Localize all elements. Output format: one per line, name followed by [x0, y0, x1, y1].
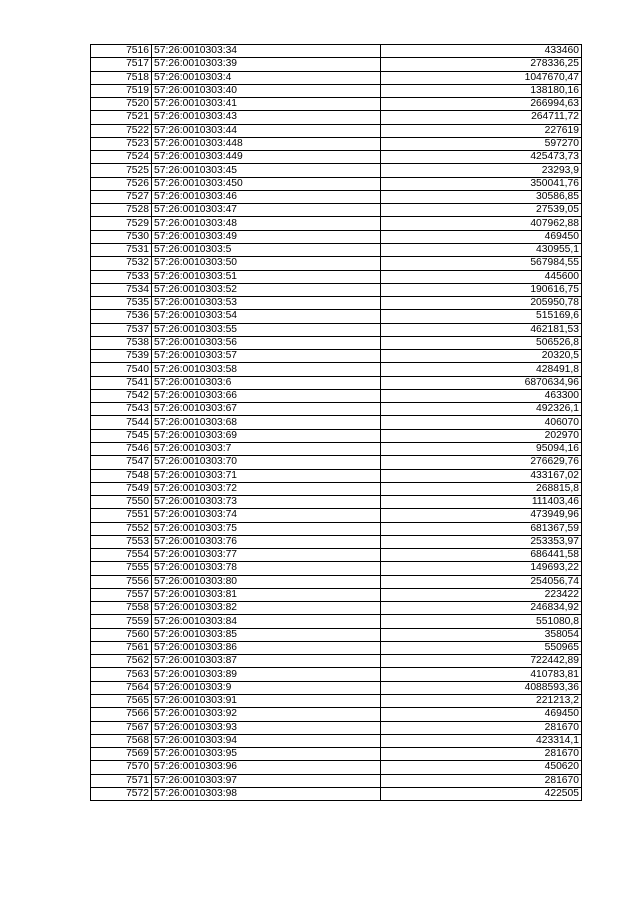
cadastral-number-cell: 57:26:0010303:47 [152, 204, 381, 217]
cadastral-value-cell: 469450 [381, 230, 582, 243]
table-row [91, 681, 582, 694]
cadastral-value-cell: 138180,16 [381, 84, 582, 97]
table-row [91, 774, 582, 787]
cadastral-number-cell: 57:26:0010303:81 [152, 588, 381, 601]
row-number-cell: 7520 [91, 98, 152, 111]
cadastral-value-cell: 266994,63 [381, 98, 582, 111]
table-row [91, 442, 582, 455]
table-row [91, 363, 582, 376]
cadastral-value-cell: 281670 [381, 774, 582, 787]
cadastral-value-cell: 492326,1 [381, 403, 582, 416]
table-row [91, 217, 582, 230]
cadastral-number-cell: 57:26:0010303:77 [152, 549, 381, 562]
cadastral-number-cell: 57:26:0010303:40 [152, 84, 381, 97]
cadastral-number-cell: 57:26:0010303:55 [152, 323, 381, 336]
table-row [91, 389, 582, 402]
table-row [91, 416, 582, 429]
table-row [91, 58, 582, 71]
cadastral-number-cell: 57:26:0010303:50 [152, 257, 381, 270]
cadastral-value-cell: 111403,46 [381, 496, 582, 509]
cadastral-value-cell: 722442,89 [381, 655, 582, 668]
table-row [91, 456, 582, 469]
cadastral-value-cell: 551080,8 [381, 615, 582, 628]
cadastral-value-cell: 445600 [381, 270, 582, 283]
cadastral-number-cell: 57:26:0010303:68 [152, 416, 381, 429]
cadastral-number-cell: 57:26:0010303:74 [152, 509, 381, 522]
row-number-cell: 7525 [91, 164, 152, 177]
cadastral-value-cell: 264711,72 [381, 111, 582, 124]
cadastral-number-cell: 57:26:0010303:82 [152, 602, 381, 615]
cadastral-number-cell: 57:26:0010303:450 [152, 177, 381, 190]
cadastral-value-cell: 95094,16 [381, 442, 582, 455]
row-number-cell: 7561 [91, 641, 152, 654]
table-row [91, 575, 582, 588]
row-number-cell: 7519 [91, 84, 152, 97]
table-row [91, 230, 582, 243]
cadastral-number-cell: 57:26:0010303:86 [152, 641, 381, 654]
cadastral-number-cell: 57:26:0010303:84 [152, 615, 381, 628]
row-number-cell: 7538 [91, 336, 152, 349]
row-number-cell: 7516 [91, 45, 152, 58]
cadastral-number-cell: 57:26:0010303:97 [152, 774, 381, 787]
table-row [91, 721, 582, 734]
table-row [91, 376, 582, 389]
cadastral-value-cell: 410783,81 [381, 668, 582, 681]
cadastral-value-cell: 268815,8 [381, 482, 582, 495]
cadastral-value-cell: 425473,73 [381, 151, 582, 164]
cadastral-value-cell: 433460 [381, 45, 582, 58]
cadastral-value-cell: 254056,74 [381, 575, 582, 588]
row-number-cell: 7521 [91, 111, 152, 124]
cadastral-value-cell: 30586,85 [381, 190, 582, 203]
cadastral-value-cell: 433167,02 [381, 469, 582, 482]
row-number-cell: 7543 [91, 403, 152, 416]
table-row [91, 270, 582, 283]
row-number-cell: 7527 [91, 190, 152, 203]
table-row [91, 204, 582, 217]
cadastral-value-cell: 223422 [381, 588, 582, 601]
cadastral-number-cell: 57:26:0010303:85 [152, 628, 381, 641]
cadastral-number-cell: 57:26:0010303:448 [152, 137, 381, 150]
cadastral-value-cell: 428491,8 [381, 363, 582, 376]
row-number-cell: 7555 [91, 562, 152, 575]
row-number-cell: 7553 [91, 535, 152, 548]
cadastral-number-cell: 57:26:0010303:34 [152, 45, 381, 58]
table-row [91, 98, 582, 111]
table-row [91, 695, 582, 708]
cadastral-value-cell: 227619 [381, 124, 582, 137]
cadastral-number-cell: 57:26:0010303:89 [152, 668, 381, 681]
table-row [91, 403, 582, 416]
row-number-cell: 7529 [91, 217, 152, 230]
cadastral-number-cell: 57:26:0010303:48 [152, 217, 381, 230]
row-number-cell: 7566 [91, 708, 152, 721]
row-number-cell: 7541 [91, 376, 152, 389]
table-row [91, 588, 582, 601]
cadastral-number-cell: 57:26:0010303:80 [152, 575, 381, 588]
cadastral-value-cell: 202970 [381, 429, 582, 442]
table-row [91, 655, 582, 668]
row-number-cell: 7549 [91, 482, 152, 495]
row-number-cell: 7540 [91, 363, 152, 376]
row-number-cell: 7556 [91, 575, 152, 588]
row-number-cell: 7572 [91, 787, 152, 800]
row-number-cell: 7518 [91, 71, 152, 84]
cadastral-number-cell: 57:26:0010303:46 [152, 190, 381, 203]
table-row [91, 748, 582, 761]
cadastral-value-cell: 190616,75 [381, 283, 582, 296]
cadastral-number-cell: 57:26:0010303:43 [152, 111, 381, 124]
cadastral-number-cell: 57:26:0010303:93 [152, 721, 381, 734]
row-number-cell: 7563 [91, 668, 152, 681]
table-row [91, 164, 582, 177]
table-row [91, 761, 582, 774]
table-row [91, 177, 582, 190]
cadastral-value-cell: 278336,25 [381, 58, 582, 71]
row-number-cell: 7523 [91, 137, 152, 150]
table-row [91, 482, 582, 495]
cadastral-value-cell: 4088593,36 [381, 681, 582, 694]
cadastral-number-cell: 57:26:0010303:4 [152, 71, 381, 84]
cadastral-number-cell: 57:26:0010303:69 [152, 429, 381, 442]
cadastral-number-cell: 57:26:0010303:72 [152, 482, 381, 495]
cadastral-value-cell: 406070 [381, 416, 582, 429]
row-number-cell: 7570 [91, 761, 152, 774]
row-number-cell: 7536 [91, 310, 152, 323]
cadastral-number-cell: 57:26:0010303:67 [152, 403, 381, 416]
cadastral-number-cell: 57:26:0010303:49 [152, 230, 381, 243]
cadastral-number-cell: 57:26:0010303:78 [152, 562, 381, 575]
row-number-cell: 7524 [91, 151, 152, 164]
row-number-cell: 7533 [91, 270, 152, 283]
cadastral-number-cell: 57:26:0010303:95 [152, 748, 381, 761]
table-row [91, 787, 582, 800]
cadastral-number-cell: 57:26:0010303:53 [152, 297, 381, 310]
row-number-cell: 7564 [91, 681, 152, 694]
cadastral-number-cell: 57:26:0010303:76 [152, 535, 381, 548]
row-number-cell: 7522 [91, 124, 152, 137]
table-row [91, 522, 582, 535]
table-row [91, 310, 582, 323]
row-number-cell: 7539 [91, 350, 152, 363]
cadastral-value-cell: 597270 [381, 137, 582, 150]
cadastral-value-cell: 281670 [381, 721, 582, 734]
table-row [91, 734, 582, 747]
row-number-cell: 7565 [91, 695, 152, 708]
table-row [91, 71, 582, 84]
cadastral-value-cell: 1047670,47 [381, 71, 582, 84]
row-number-cell: 7517 [91, 58, 152, 71]
cadastral-value-cell: 463300 [381, 389, 582, 402]
table-row [91, 350, 582, 363]
cadastral-number-cell: 57:26:0010303:66 [152, 389, 381, 402]
cadastral-value-cell: 473949,96 [381, 509, 582, 522]
cadastral-number-cell: 57:26:0010303:449 [152, 151, 381, 164]
table-row [91, 628, 582, 641]
table-row [91, 190, 582, 203]
table-row [91, 549, 582, 562]
row-number-cell: 7542 [91, 389, 152, 402]
row-number-cell: 7535 [91, 297, 152, 310]
cadastral-value-cell: 205950,78 [381, 297, 582, 310]
cadastral-value-cell: 358054 [381, 628, 582, 641]
row-number-cell: 7560 [91, 628, 152, 641]
cadastral-number-cell: 57:26:0010303:96 [152, 761, 381, 774]
table-body [91, 45, 582, 801]
row-number-cell: 7569 [91, 748, 152, 761]
cadastral-value-cell: 20320,5 [381, 350, 582, 363]
cadastral-value-cell: 350041,76 [381, 177, 582, 190]
row-number-cell: 7568 [91, 734, 152, 747]
row-number-cell: 7545 [91, 429, 152, 442]
cadastral-value-cell: 681367,59 [381, 522, 582, 535]
cadastral-value-cell: 246834,92 [381, 602, 582, 615]
table-row [91, 429, 582, 442]
row-number-cell: 7550 [91, 496, 152, 509]
cadastral-number-cell: 57:26:0010303:56 [152, 336, 381, 349]
cadastral-number-cell: 57:26:0010303:54 [152, 310, 381, 323]
table-row [91, 283, 582, 296]
cadastral-number-cell: 57:26:0010303:7 [152, 442, 381, 455]
cadastral-value-cell: 506526,8 [381, 336, 582, 349]
cadastral-number-cell: 57:26:0010303:75 [152, 522, 381, 535]
table-row [91, 509, 582, 522]
table-row [91, 708, 582, 721]
cadastral-number-cell: 57:26:0010303:91 [152, 695, 381, 708]
row-number-cell: 7532 [91, 257, 152, 270]
cadastral-value-cell: 450620 [381, 761, 582, 774]
cadastral-number-cell: 57:26:0010303:70 [152, 456, 381, 469]
cadastral-number-cell: 57:26:0010303:41 [152, 98, 381, 111]
row-number-cell: 7546 [91, 442, 152, 455]
cadastral-number-cell: 57:26:0010303:9 [152, 681, 381, 694]
row-number-cell: 7534 [91, 283, 152, 296]
cadastral-number-cell: 57:26:0010303:52 [152, 283, 381, 296]
table-row [91, 243, 582, 256]
cadastral-value-cell: 462181,53 [381, 323, 582, 336]
cadastral-value-cell: 686441,58 [381, 549, 582, 562]
cadastral-value-cell: 281670 [381, 748, 582, 761]
cadastral-value-cell: 515169,6 [381, 310, 582, 323]
table-row [91, 615, 582, 628]
row-number-cell: 7562 [91, 655, 152, 668]
cadastral-number-cell: 57:26:0010303:92 [152, 708, 381, 721]
cadastral-value-cell: 407962,88 [381, 217, 582, 230]
row-number-cell: 7551 [91, 509, 152, 522]
cadastral-value-cell: 423314,1 [381, 734, 582, 747]
row-number-cell: 7548 [91, 469, 152, 482]
table-row [91, 111, 582, 124]
cadastral-number-cell: 57:26:0010303:44 [152, 124, 381, 137]
row-number-cell: 7547 [91, 456, 152, 469]
cadastral-number-cell: 57:26:0010303:87 [152, 655, 381, 668]
cadastral-value-cell: 221213,2 [381, 695, 582, 708]
row-number-cell: 7559 [91, 615, 152, 628]
table-row [91, 496, 582, 509]
table-row [91, 84, 582, 97]
row-number-cell: 7531 [91, 243, 152, 256]
table-row [91, 124, 582, 137]
cadastral-value-cell: 430955,1 [381, 243, 582, 256]
table-row [91, 323, 582, 336]
row-number-cell: 7544 [91, 416, 152, 429]
row-number-cell: 7557 [91, 588, 152, 601]
table-row [91, 602, 582, 615]
table-row [91, 668, 582, 681]
cadastral-number-cell: 57:26:0010303:57 [152, 350, 381, 363]
cadastral-number-cell: 57:26:0010303:6 [152, 376, 381, 389]
cadastral-value-cell: 27539,05 [381, 204, 582, 217]
cadastral-number-cell: 57:26:0010303:51 [152, 270, 381, 283]
cadastral-number-cell: 57:26:0010303:98 [152, 787, 381, 800]
row-number-cell: 7526 [91, 177, 152, 190]
cadastral-number-cell: 57:26:0010303:73 [152, 496, 381, 509]
cadastral-number-cell: 57:26:0010303:94 [152, 734, 381, 747]
table-row [91, 562, 582, 575]
table-row [91, 257, 582, 270]
cadastral-value-cell: 149693,22 [381, 562, 582, 575]
row-number-cell: 7558 [91, 602, 152, 615]
cadastral-value-table [90, 44, 582, 801]
table-row [91, 137, 582, 150]
cadastral-value-cell: 6870634,96 [381, 376, 582, 389]
cadastral-number-cell: 57:26:0010303:71 [152, 469, 381, 482]
table-row [91, 641, 582, 654]
table-row [91, 469, 582, 482]
row-number-cell: 7552 [91, 522, 152, 535]
row-number-cell: 7530 [91, 230, 152, 243]
row-number-cell: 7571 [91, 774, 152, 787]
cadastral-number-cell: 57:26:0010303:39 [152, 58, 381, 71]
cadastral-number-cell: 57:26:0010303:58 [152, 363, 381, 376]
cadastral-number-cell: 57:26:0010303:45 [152, 164, 381, 177]
table-row [91, 535, 582, 548]
row-number-cell: 7528 [91, 204, 152, 217]
table-row [91, 336, 582, 349]
row-number-cell: 7537 [91, 323, 152, 336]
table-row [91, 45, 582, 58]
cadastral-value-cell: 550965 [381, 641, 582, 654]
row-number-cell: 7567 [91, 721, 152, 734]
row-number-cell: 7554 [91, 549, 152, 562]
cadastral-value-cell: 469450 [381, 708, 582, 721]
cadastral-number-cell: 57:26:0010303:5 [152, 243, 381, 256]
cadastral-value-cell: 276629,76 [381, 456, 582, 469]
cadastral-value-cell: 253353,97 [381, 535, 582, 548]
cadastral-value-cell: 23293,9 [381, 164, 582, 177]
cadastral-value-cell: 567984,55 [381, 257, 582, 270]
table-row [91, 297, 582, 310]
table-row [91, 151, 582, 164]
cadastral-value-cell: 422505 [381, 787, 582, 800]
